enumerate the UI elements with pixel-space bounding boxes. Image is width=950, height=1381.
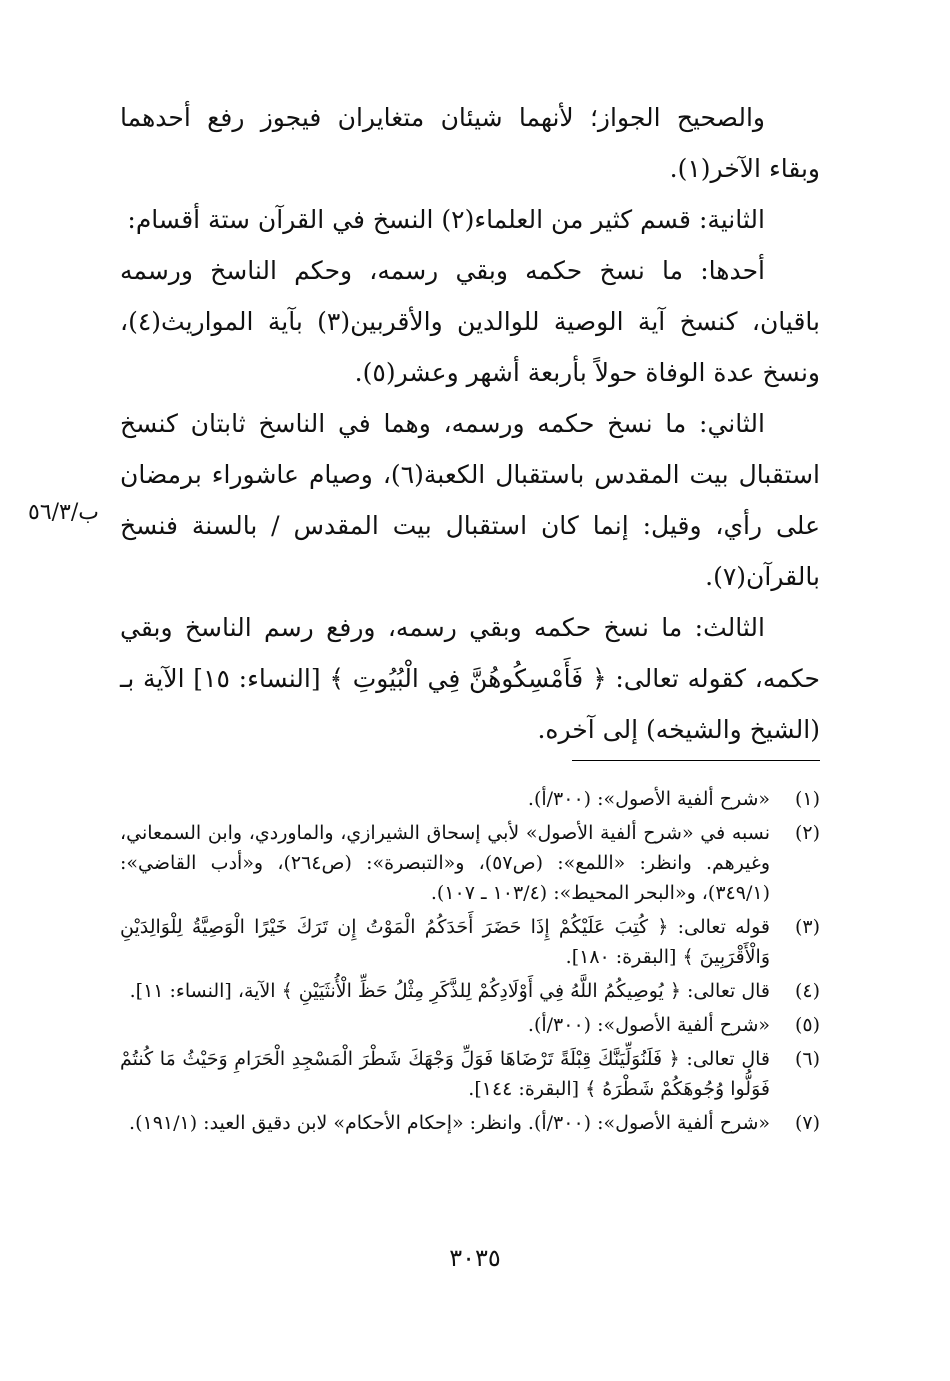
paragraph-5: الثالث: ما نسخ حكمه وبقي رسمه، ورفع رسم الناسخ وبقي حكمه، كقوله تعالى: ﴿ فَأَمْسِكُوهُنَّ فِي الْبُيُوتِ ﴾ [النساء: ١٥] الآية بـ (الشيخ والشيخه) إلى آخره. bbox=[120, 613, 820, 744]
footnote-text: قال تعالى: ﴿ يُوصِيكُمُ اللَّهُ فِي أَوْلَادِكُمْ لِلذَّكَرِ مِثْلُ حَظِّ الْأُنثَيَيْنِ ﴾ الآية، [النساء: ١١]. bbox=[129, 980, 770, 1002]
footnote-text: «شرح ألفية الأصول»: (٣٠٠/أ). وانظر: «إحكام الأحكام» لابن دقيق العيد: (١٩١/١). bbox=[129, 1112, 770, 1134]
footnote-number: (٣) bbox=[794, 916, 820, 938]
footnote bbox=[120, 784, 820, 814]
footnote bbox=[120, 976, 820, 1006]
manuscript-folio-note: ب/٥٦/٣ bbox=[28, 500, 99, 525]
footnote bbox=[120, 1010, 820, 1040]
main-text bbox=[120, 92, 820, 755]
footnote bbox=[120, 1044, 820, 1104]
paragraph-2: الثانية: قسم كثير من العلماء(٢) النسخ في القرآن ستة أقسام: bbox=[127, 205, 765, 234]
footnote-number: (٤) bbox=[794, 980, 820, 1002]
footnote-number: (٦) bbox=[794, 1048, 820, 1070]
page-number: ٣٠٣٥ bbox=[449, 1244, 501, 1272]
footnote-number: (١) bbox=[794, 788, 820, 810]
footnote bbox=[120, 1108, 820, 1138]
footnotes bbox=[120, 784, 820, 1142]
footnote-text: قوله تعالى: ﴿ كُتِبَ عَلَيْكُمْ إِذَا حَضَرَ أَحَدَكُمُ الْمَوْتُ إِن تَرَكَ خَيْرًا الْوَصِيَّةُ لِلْوَالِدَيْنِ وَالْأَقْرَبِينَ ﴾ [البقرة: ١٨٠]. bbox=[120, 916, 770, 968]
footnote-number: (٥) bbox=[794, 1014, 820, 1036]
footnote-separator bbox=[572, 760, 820, 761]
footnote bbox=[120, 818, 820, 908]
footnote-text: قال تعالى: ﴿ فَلَنُوَلِّيَنَّكَ قِبْلَةً تَرْضَاهَا فَوَلِّ وَجْهَكَ شَطْرَ الْمَسْجِدِ الْحَرَامِ وَحَيْثُ مَا كُنتُمْ فَوَلُّوا وُجُوهَكُمْ شَطْرَهُ ﴾ [البقرة: ١٤٤]. bbox=[120, 1048, 770, 1100]
paragraph-1: والصحيح الجواز؛ لأنهما شيئان متغايران فيجوز رفع أحدهما وبقاء الآخر(١). bbox=[120, 103, 820, 183]
footnote-text: «شرح ألفية الأصول»: (٣٠٠/أ). bbox=[527, 788, 770, 810]
footnote-number: (٧) bbox=[794, 1112, 820, 1134]
footnote-text: «شرح ألفية الأصول»: (٣٠٠/أ). bbox=[527, 1014, 770, 1036]
paragraph-4: الثاني: ما نسخ حكمه ورسمه، وهما في الناسخ ثابتان كنسخ استقبال بيت المقدس باستقبال الكعبة(٦)، وصيام عاشوراء برمضان على رأي، وقيل: إنما كان استقبال بيت المقدس / بالسنة فنسخ بالقرآن(٧). bbox=[120, 409, 820, 591]
footnote-text: نسبه في «شرح ألفية الأصول» لأبي إسحاق الشيرازي، والماوردي، وابن السمعاني، وغيرهم. وانظر: «اللمع»: (ص٥٧)، و«التبصرة»: (ص٢٦٤)، و«أدب القاضي»: (٣٤٩/١)، و«البحر المحيط»: (١٠٣/٤ ـ ١٠٧). bbox=[120, 822, 770, 904]
paragraph-3: أحدها: ما نسخ حكمه وبقي رسمه، وحكم الناسخ ورسمه باقيان، كنسخ آية الوصية للوالدين والأقربين(٣) بآية المواريث(٤)، ونسخ عدة الوفاة حولاً بأربعة أشهر وعشر(٥). bbox=[120, 256, 820, 387]
footnote-number: (٢) bbox=[794, 822, 820, 844]
footnote bbox=[120, 912, 820, 972]
